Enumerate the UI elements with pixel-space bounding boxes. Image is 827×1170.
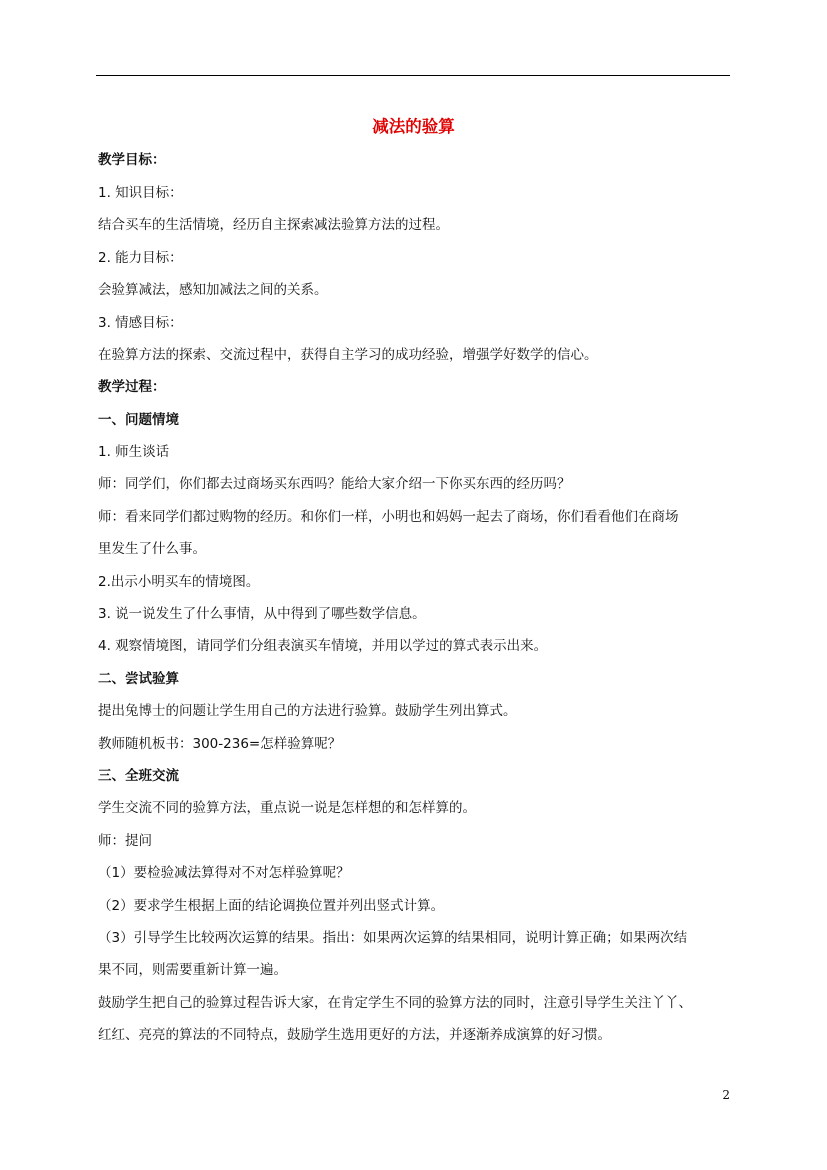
paragraph-line: 会验算减法，感知加减法之间的关系。 [98, 282, 328, 298]
paragraph-line: 2. 能力目标： [98, 250, 183, 266]
paragraph-line: 3. 情感目标： [98, 315, 183, 331]
paragraph-line: 1. 师生谈话 [98, 444, 170, 460]
header-rule [96, 75, 730, 76]
paragraph-line: 教师随机板书：300-236=怎样验算呢？ [98, 736, 342, 752]
paragraph-line: 在验算方法的探索、交流过程中，获得自主学习的成功经验，增强学好数学的信心。 [98, 347, 598, 363]
section-heading-2: 二、尝试验算 [98, 671, 179, 687]
paragraph-line: 师：同学们，你们都去过商场买东西吗？能给大家介绍一下你买东西的经历吗？ [98, 476, 571, 492]
paragraph-line: 师：提问 [98, 833, 152, 849]
section-heading-3: 三、全班交流 [98, 768, 179, 784]
paragraph-line: 3. 说一说发生了什么事情，从中得到了哪些数学信息。 [98, 606, 426, 622]
paragraph-line: 红红、亮亮的算法的不同特点，鼓励学生选用更好的方法，并逐渐养成演算的好习惯。 [98, 1027, 611, 1043]
paragraph-line: 师：看来同学们都过购物的经历。和你们一样，小明也和妈妈一起去了商场，你们看看他们在商场 [98, 509, 679, 525]
section-heading-goals: 教学目标： [98, 152, 166, 168]
paragraph-line: 学生交流不同的验算方法，重点说一说是怎样想的和怎样算的。 [98, 800, 476, 816]
paragraph-line: 1. 知识目标： [98, 185, 183, 201]
paragraph-line: 结合买车的生活情境，经历自主探索减法验算方法的过程。 [98, 217, 449, 233]
page-title: 减法的验算 [372, 117, 455, 136]
paragraph-line: 鼓励学生把自己的验算过程告诉大家，在肯定学生不同的验算方法的同时，注意引导学生关注丫丫、 [98, 995, 692, 1011]
paragraph-line: （2）要求学生根据上面的结论调换位置并列出竖式计算。 [98, 898, 445, 914]
paragraph-line: 果不同，则需要重新计算一遍。 [98, 962, 287, 978]
paragraph-line: 2.出示小明买车的情境图。 [98, 574, 260, 590]
section-heading-process: 教学过程： [98, 379, 166, 395]
paragraph-line: （1）要检验减法算得对不对怎样验算呢？ [98, 865, 350, 881]
paragraph-line: 里发生了什么事。 [98, 541, 206, 557]
paragraph-line: （3）引导学生比较两次运算的结果。指出：如果两次运算的结果相同，说明计算正确；如果两次结 [98, 930, 688, 946]
page-number: 2 [722, 1088, 730, 1102]
paragraph-line: 4. 观察情境图，请同学们分组表演买车情境，并用以学过的算式表示出来。 [98, 638, 548, 654]
paragraph-line: 提出兔博士的问题让学生用自己的方法进行验算。鼓励学生列出算式。 [98, 703, 517, 719]
section-heading-1: 一、问题情境 [98, 412, 179, 428]
